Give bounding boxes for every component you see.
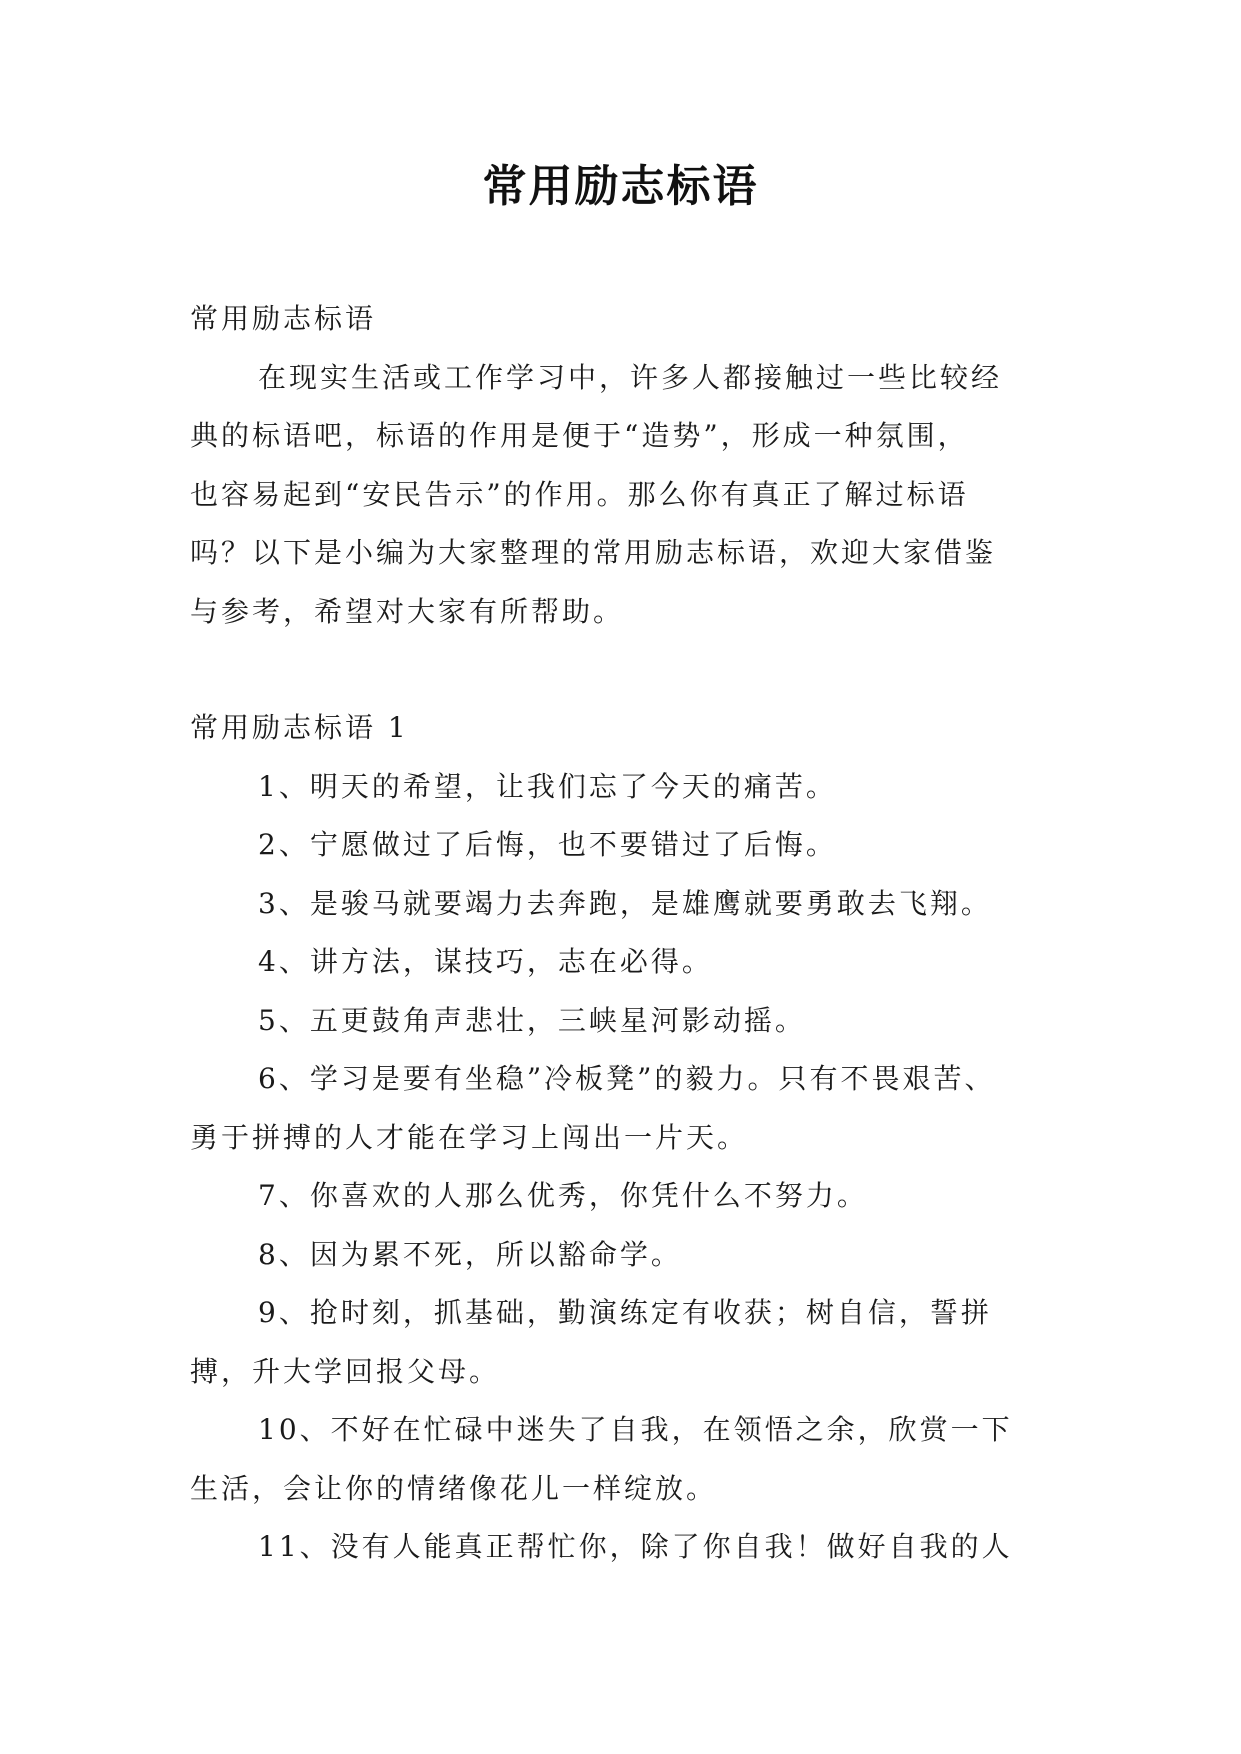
intro-line: 吗？以下是小编为大家整理的常用励志标语，欢迎大家借鉴 bbox=[190, 536, 997, 569]
list-item: 11、没有人能真正帮忙你，除了你自我！做好自我的人 bbox=[258, 1530, 1013, 1563]
list-item: 10、不好在忙碌中迷失了自我，在领悟之余，欣赏一下 bbox=[258, 1413, 1013, 1446]
document-title: 常用励志标语 bbox=[482, 161, 759, 212]
intro-line: 典的标语吧，标语的作用是便于“造势”，形成一种氛围， bbox=[190, 419, 969, 452]
list-item: 4、讲方法，谋技巧，志在必得。 bbox=[258, 945, 713, 978]
list-item: 7、你喜欢的人那么优秀，你凭什么不努力。 bbox=[258, 1179, 868, 1212]
list-item: 3、是骏马就要竭力去奔跑，是雄鹰就要勇敢去飞翔。 bbox=[258, 886, 992, 920]
list-item: 6、学习是要有坐稳”冷板凳”的毅力。只有不畏艰苦、 bbox=[258, 1062, 996, 1095]
list-item: 9、抢时刻，抓基础，勤演练定有收获；树自信，誓拼 bbox=[258, 1296, 992, 1329]
list-item: 8、因为累不死，所以豁命学。 bbox=[258, 1237, 682, 1271]
list-item-continuation: 勇于拼搏的人才能在学习上闯出一片天。 bbox=[190, 1120, 749, 1154]
intro-line: 也容易起到“安民告示”的作用。那么你有真正了解过标语 bbox=[190, 477, 969, 511]
list-item: 1、明天的希望，让我们忘了今天的痛苦。 bbox=[258, 769, 837, 803]
subtitle: 常用励志标语 bbox=[190, 302, 377, 335]
document-body bbox=[190, 290, 1050, 1577]
list-item: 5、五更鼓角声悲壮，三峡星河影动摇。 bbox=[258, 1003, 806, 1037]
paragraph-gap bbox=[190, 641, 1050, 699]
list-item: 2、宁愿做过了后悔，也不要错过了后悔。 bbox=[258, 828, 837, 861]
list-item-continuation: 搏，升大学回报父母。 bbox=[190, 1354, 501, 1388]
intro-line: 与参考，希望对大家有所帮助。 bbox=[190, 594, 625, 628]
section-heading: 常用励志标语 1 bbox=[190, 711, 409, 744]
intro-line: 在现实生活或工作学习中，许多人都接触过一些比较经 bbox=[258, 360, 1003, 394]
list-item-continuation: 生活，会让你的情绪像花儿一样绽放。 bbox=[190, 1471, 718, 1505]
